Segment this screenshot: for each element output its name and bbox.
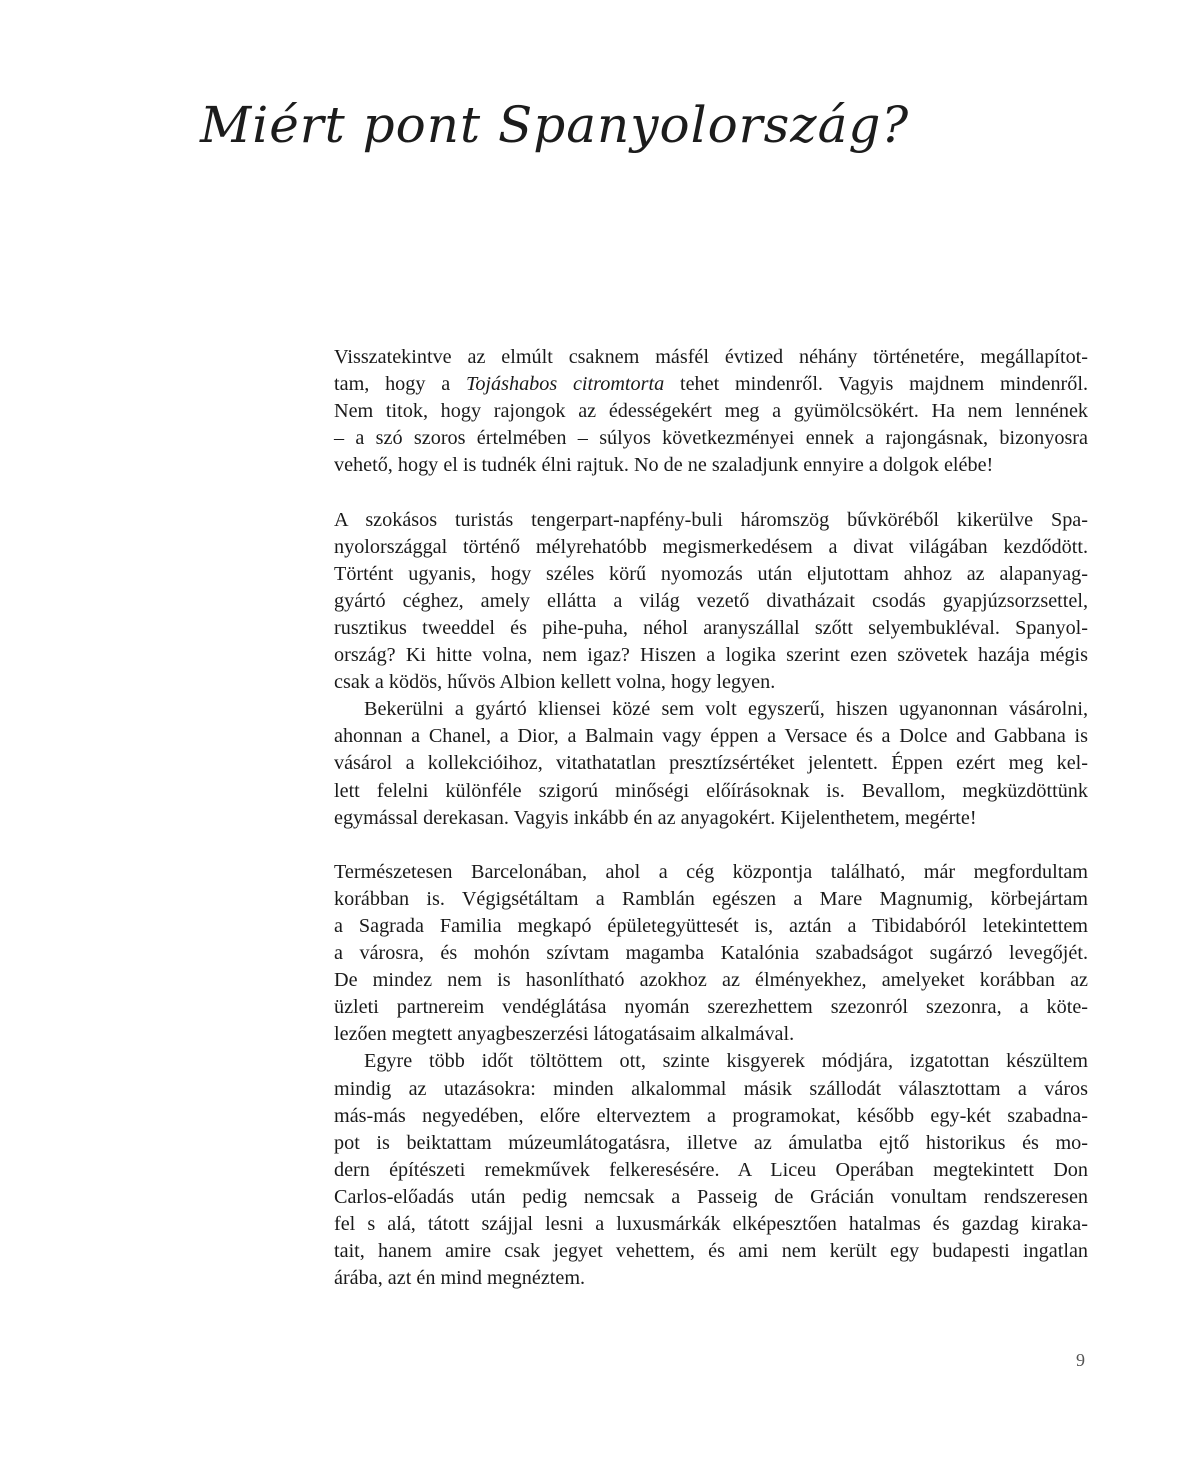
text-segment: vásárol a kollekcióihoz, vitathatatlan presztízsértéket jelentett. Éppen ezért meg kel- — [334, 752, 1088, 775]
text-segment: árába, azt én mind megnéztem. — [334, 1267, 586, 1290]
text-segment: Nem titok, hogy rajongok az édességekért meg a gyümölcsökért. Ha nem lennének — [334, 400, 1088, 423]
text-line — [334, 425, 1088, 452]
text-line — [334, 534, 1088, 561]
text-segment: Visszatekintve az elmúlt csaknem másfél évtized néhány történetére, megállapítot- — [334, 346, 1088, 368]
paragraph-gap — [334, 479, 1088, 506]
text-segment: fel s alá, tátott szájjal lesni a luxusmárkák elképesztően hatalmas és gazdag kiraka- — [334, 1213, 1088, 1235]
text-segment: ahonnan a Chanel, a Dior, a Balmain vagy éppen a Versace és a Dolce and Gabbana is — [334, 725, 1088, 748]
paragraph — [334, 507, 1088, 697]
text-segment: a Sagrada Familia megkapó épületegyüttesét is, aztán a Tibidabóról letekintettem — [334, 914, 1088, 937]
paragraph — [334, 859, 1088, 1049]
text-segment: Egyre több időt töltöttem ott, szinte kisgyerek módjára, izgatottan készültem — [364, 1050, 1088, 1073]
text-segment: korábban is. Végigsétáltam a Ramblán egészen a Mare Magnumig, körbejártam — [334, 887, 1088, 910]
text-segment: – a szó szoros értelmében – súlyos következményei ennek a rajongásnak, bizonyosra — [334, 427, 1088, 450]
paragraph — [334, 696, 1088, 831]
text-segment: dern építészeti remekművek felkeresésére. A Liceu Operában megtekintett Don — [334, 1158, 1088, 1181]
text-line — [334, 994, 1088, 1021]
text-line — [334, 371, 1088, 398]
text-segment: pot is beiktattam múzeumlátogatásra, illetve az ámulatba ejtő historikus és mo- — [334, 1131, 1088, 1154]
text-line — [334, 886, 1088, 913]
text-line — [334, 344, 1088, 371]
text-segment: ország? Ki hitte volna, nem igaz? Hiszen a logika szerint ezen szövetek hazája mégis — [334, 644, 1088, 667]
text-line — [334, 723, 1088, 750]
text-segment: lezően megtett anyagbeszerzési látogatásaim alkalmával. — [334, 1023, 795, 1046]
text-line — [334, 913, 1088, 940]
text-line — [334, 398, 1088, 425]
text-line — [334, 940, 1088, 967]
text-segment: Történt ugyanis, hogy széles körű nyomozás után eljutottam ahhoz az alapanyag- — [334, 562, 1088, 585]
page-title: Miért pont Spanyolország? — [200, 96, 910, 154]
paragraph — [334, 344, 1088, 479]
body-text — [334, 344, 1088, 1292]
text-line — [334, 1157, 1088, 1184]
text-line — [334, 778, 1088, 805]
text-segment: üzleti partnereim vendéglátása nyomán szerezhettem szezonról szezonra, a köte- — [334, 996, 1088, 1019]
text-line — [334, 1238, 1088, 1265]
text-segment: lett felelni különféle szigorú minőségi előírásoknak is. Bevallom, megküzdöttünk — [334, 779, 1088, 802]
text-segment: tehet mindenről. Vagyis majdnem mindenről. — [664, 373, 1089, 396]
text-segment: egymással derekasan. Vagyis inkább én az anyagokért. Kijelenthetem, megérte! — [334, 806, 977, 829]
text-line — [334, 696, 1088, 723]
text-line — [334, 1184, 1088, 1211]
text-line — [334, 561, 1088, 588]
text-line — [334, 507, 1088, 534]
text-line — [334, 1021, 1088, 1048]
text-line — [334, 1103, 1088, 1130]
text-segment: mindig az utazásokra: minden alkalommal másik szállodát választottam a város — [334, 1077, 1088, 1100]
text-line — [334, 669, 1088, 696]
text-segment: Carlos-előadás után pedig nemcsak a Passeig de Grácián vonultam rendszeresen — [334, 1185, 1088, 1208]
text-segment: vehető, hogy el is tudnék élni rajtuk. No de ne szaladjunk ennyire a dolgok elébe! — [334, 454, 994, 477]
text-segment: gyártó céghez, amely ellátta a világ vezető divatházait csodás gyapjúzsorzsettel, — [334, 589, 1088, 612]
text-segment: nyolországgal történő mélyrehatóbb megismerkedésem a divat világában kezdődött. — [334, 535, 1088, 558]
text-line — [334, 1130, 1088, 1157]
text-line — [334, 750, 1088, 777]
text-segment: A szokásos turistás tengerpart-napfény-buli háromszög bűvköréből kikerülve Spa- — [334, 508, 1088, 531]
text-segment: tait, hanem amire csak jegyet vehettem, és ami nem került egy budapesti ingatlan — [334, 1240, 1088, 1263]
text-line — [334, 805, 1088, 832]
text-line — [334, 859, 1088, 886]
text-line — [334, 967, 1088, 994]
text-line — [334, 1076, 1088, 1103]
text-segment: Bekerülni a gyártó kliensei közé sem volt egyszerű, hiszen ugyanonnan vásárolni, — [364, 698, 1088, 721]
book-title-italic: Tojáshabos citromtorta — [465, 373, 665, 396]
text-line — [334, 1265, 1088, 1292]
text-segment: De mindez nem is hasonlítható azokhoz az élményekhez, amelyeket korábban az — [334, 969, 1088, 992]
text-segment: más-más negyedében, előre elterveztem a programokat, később egy-két szabadna- — [334, 1104, 1088, 1127]
text-line — [334, 1211, 1088, 1238]
page-number: 9 — [1076, 1350, 1085, 1370]
text-line — [334, 615, 1088, 642]
text-segment: csak a ködös, hűvös Albion kellett volna, hogy legyen. — [334, 671, 776, 694]
text-segment: tam, hogy a — [334, 373, 466, 396]
text-line — [334, 588, 1088, 615]
text-segment: rusztikus tweeddel és pihe-puha, néhol aranyszállal szőtt selyembukléval. Spanyol- — [334, 616, 1088, 639]
paragraph-gap — [334, 832, 1088, 859]
text-segment: a városra, és mohón szívtam magamba Katalónia szabadságot sugárzó levegőjét. — [334, 942, 1088, 965]
text-line — [334, 1048, 1088, 1075]
text-line — [334, 642, 1088, 669]
text-segment: Természetesen Barcelonában, ahol a cég központja található, már megfordultam — [334, 860, 1088, 883]
text-line — [334, 452, 1088, 479]
paragraph — [334, 1048, 1088, 1292]
